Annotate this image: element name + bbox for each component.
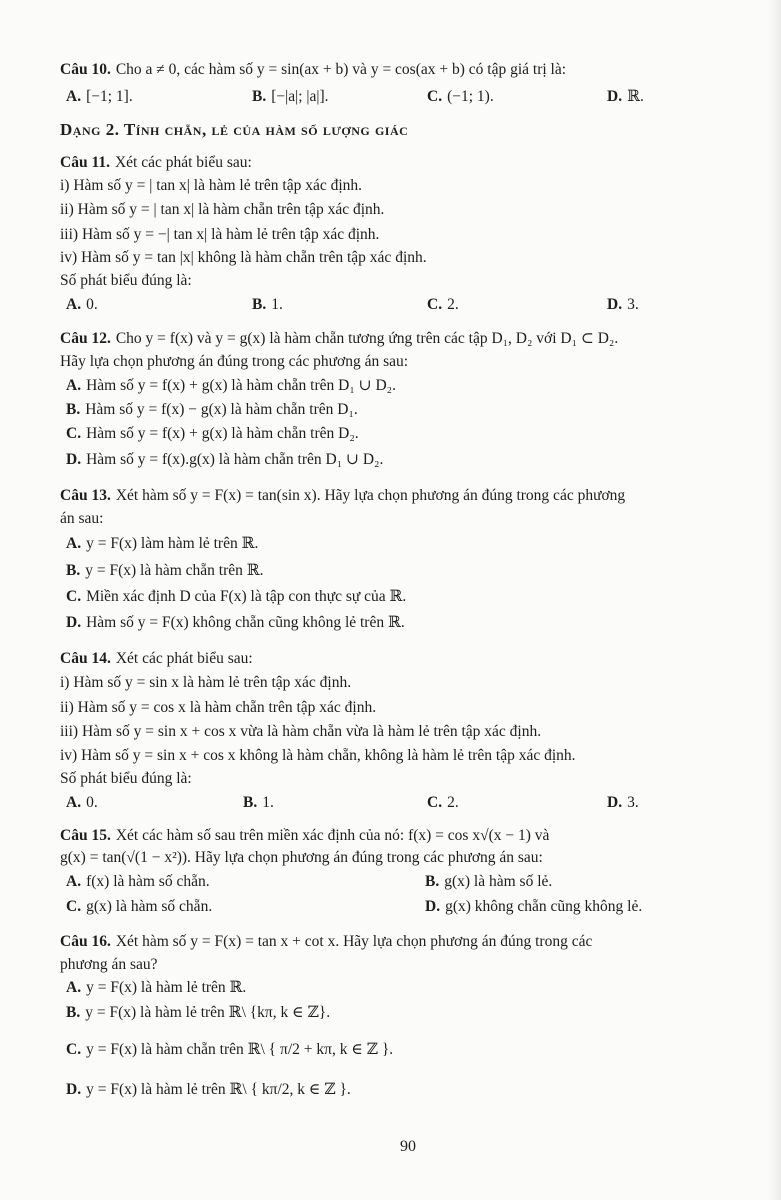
option-key: D. [607, 296, 623, 313]
question-text: g(x) = tan(√(1 − x²)). Hãy lựa chọn phương án đúng trong các phương án sau: [60, 849, 543, 866]
question-label: Câu 10. [60, 61, 111, 78]
question-text: Xét hàm số y = F(x) = tan x + cot x. Hãy lựa chọn phương án đúng trong các [115, 933, 593, 950]
option-text: Hàm số y = f(x) + g(x) là hàm chẵn trên D₁ ∪ D₂. [86, 377, 396, 394]
option-key: C. [427, 794, 443, 811]
question-label: Câu 13. [60, 487, 111, 504]
question-label: Câu 15. [60, 827, 111, 844]
option-key: A. [66, 88, 82, 105]
option-key: B. [243, 794, 258, 811]
question-label: Câu 14. [60, 650, 111, 667]
answer-option[interactable] [66, 1003, 330, 1023]
option-text: Hàm số y = F(x) không chẵn cũng không lẻ trên ℝ. [86, 614, 405, 631]
option-text: y = F(x) là hàm lẻ trên ℝ\ { kπ/2, k ∈ ℤ }. [86, 1081, 351, 1098]
option-text: 3. [627, 794, 639, 811]
question-stem-line [60, 848, 543, 868]
answer-option[interactable] [66, 87, 133, 107]
page-edge-shadow [767, 0, 781, 1200]
question-text: Xét các phát biểu sau: [115, 650, 253, 667]
question-stem-line [60, 698, 376, 718]
answer-option[interactable] [66, 424, 359, 444]
answer-option[interactable] [252, 295, 283, 315]
option-key: D. [66, 1081, 82, 1098]
option-key: C. [66, 425, 82, 442]
question-label: Câu 12. [60, 330, 111, 347]
option-text: y = F(x) làm hàm lẻ trên ℝ. [86, 535, 259, 552]
question-label: Câu 16. [60, 933, 111, 950]
option-key: B. [425, 873, 440, 890]
question-text: án sau: [60, 510, 104, 527]
option-text: Hàm số y = f(x).g(x) là hàm chẵn trên D₁ ∪ D₂. [86, 451, 384, 468]
answer-option[interactable] [252, 87, 329, 107]
answer-option[interactable] [66, 400, 358, 420]
option-key: C. [66, 588, 82, 605]
question-stem-line [60, 826, 549, 846]
answer-option[interactable] [66, 295, 98, 315]
option-text: y = F(x) là hàm lẻ trên ℝ\ {kπ, k ∈ ℤ}. [85, 1004, 331, 1021]
option-text: y = F(x) là hàm chẵn trên ℝ. [85, 562, 264, 579]
answer-option[interactable] [66, 587, 406, 607]
option-key: A. [66, 794, 82, 811]
option-key: A. [66, 377, 82, 394]
answer-option[interactable] [66, 450, 383, 470]
question-text: ii) Hàm số y = cos x là hàm chẵn trên tập xác định. [60, 699, 377, 716]
option-text: 3. [627, 296, 639, 313]
answer-option[interactable] [425, 897, 642, 917]
option-key: D. [607, 88, 623, 105]
option-text: 2. [447, 794, 459, 811]
option-text: g(x) là hàm số chẵn. [86, 898, 213, 915]
option-key: C. [66, 898, 82, 915]
question-stem-line [60, 769, 192, 789]
option-key: A. [66, 979, 82, 996]
option-text: y = F(x) là hàm chẵn trên ℝ\ { π/2 + kπ, k ∈ ℤ }. [86, 1041, 394, 1058]
answer-option[interactable] [66, 376, 396, 396]
question-stem-line [60, 200, 384, 220]
question-stem-line [60, 176, 362, 196]
section-heading: Dạng 2. Tính chẵn, lẻ của hàm số lượng giác [60, 120, 409, 139]
option-key: B. [66, 562, 81, 579]
answer-option[interactable] [427, 793, 459, 813]
option-key: B. [66, 401, 81, 418]
option-text: 0. [86, 296, 98, 313]
question-text: ii) Hàm số y = | tan x| là hàm chẵn trên tập xác định. [60, 201, 385, 218]
question-text: Số phát biểu đúng là: [60, 770, 192, 787]
question-stem-line [60, 649, 253, 669]
question-stem-line [60, 509, 103, 529]
question-text: Cho y = f(x) và y = g(x) là hàm chẵn tương ứng trên các tập D₁, D₂ với D₁ ⊂ D₂. [115, 330, 619, 347]
question-text: i) Hàm số y = sin x là hàm lẻ trên tập xác định. [60, 674, 352, 691]
option-text: y = F(x) là hàm lẻ trên ℝ. [86, 979, 247, 996]
option-key: A. [66, 296, 82, 313]
answer-option[interactable] [607, 87, 644, 107]
question-text: i) Hàm số y = | tan x| là hàm lẻ trên tập xác định. [60, 177, 363, 194]
option-text: (−1; 1). [447, 88, 494, 105]
option-text: 1. [271, 296, 283, 313]
option-text: 2. [447, 296, 459, 313]
question-label: Câu 11. [60, 154, 110, 171]
answer-option[interactable] [66, 561, 264, 581]
answer-option[interactable] [66, 613, 405, 633]
answer-option[interactable] [66, 1080, 351, 1100]
question-text: iii) Hàm số y = sin x + cos x vừa là hàm chẵn vừa là hàm lẻ trên tập xác định. [60, 723, 542, 740]
question-text: iii) Hàm số y = −| tan x| là hàm lẻ trên tập xác định. [60, 226, 380, 243]
question-text: Xét hàm số y = F(x) = tan(sin x). Hãy lựa chọn phương án đúng trong các phương [115, 487, 626, 504]
option-key: D. [66, 614, 82, 631]
question-stem-line [60, 225, 379, 245]
option-text: g(x) là hàm số lẻ. [444, 873, 553, 890]
option-text: [−1; 1]. [86, 88, 133, 105]
question-text: Số phát biểu đúng là: [60, 272, 192, 289]
option-key: D. [607, 794, 623, 811]
question-text: iv) Hàm số y = sin x + cos x không là hàm chẵn, không là hàm lẻ trên tập xác định. [60, 747, 576, 764]
option-key: A. [66, 873, 82, 890]
option-text: f(x) là hàm số chẵn. [86, 873, 210, 890]
page-number: 90 [400, 1138, 416, 1155]
option-key: B. [252, 88, 267, 105]
question-stem-line [60, 60, 566, 80]
question-stem-line [60, 329, 618, 349]
option-text: [−|a|; |a|]. [271, 88, 329, 105]
question-stem-line [60, 722, 541, 742]
option-key: A. [66, 535, 82, 552]
answer-option[interactable] [66, 978, 246, 998]
question-stem-line [60, 352, 408, 372]
option-text: ℝ. [627, 88, 644, 105]
question-stem-line [60, 486, 625, 506]
question-stem-line [60, 153, 252, 173]
answer-option[interactable] [66, 872, 210, 892]
option-key: B. [252, 296, 267, 313]
question-stem-line [60, 955, 158, 975]
option-key: C. [427, 88, 443, 105]
option-text: 0. [86, 794, 98, 811]
answer-option[interactable] [607, 793, 639, 813]
answer-option[interactable] [66, 793, 98, 813]
question-text: Cho a ≠ 0, các hàm số y = sin(ax + b) và y = cos(ax + b) có tập giá trị là: [115, 61, 567, 78]
answer-option[interactable] [427, 295, 459, 315]
option-key: C. [427, 296, 443, 313]
option-text: 1. [262, 794, 274, 811]
question-text: Xét các phát biểu sau: [114, 154, 252, 171]
question-text: phương án sau? [60, 956, 158, 973]
question-text: Xét các hàm số sau trên miền xác định của nó: f(x) = cos x√(x − 1) và [115, 827, 550, 844]
question-text: Hãy lựa chọn phương án đúng trong các phương án sau: [60, 353, 409, 370]
answer-option[interactable] [66, 897, 212, 917]
answer-option[interactable] [66, 534, 258, 554]
option-text: Miền xác định D của F(x) là tập con thực sự của ℝ. [86, 588, 407, 605]
question-stem-line [60, 746, 576, 766]
option-key: D. [66, 451, 82, 468]
option-key: C. [66, 1041, 82, 1058]
question-stem-line [60, 932, 592, 952]
question-stem-line [60, 673, 351, 693]
answer-option[interactable] [243, 793, 274, 813]
answer-option[interactable] [66, 1040, 393, 1060]
option-text: Hàm số y = f(x) − g(x) là hàm chẵn trên D₁. [85, 401, 358, 418]
question-stem-line [60, 271, 192, 291]
option-text: g(x) không chẵn cũng không lẻ. [445, 898, 643, 915]
option-text: Hàm số y = f(x) + g(x) là hàm chẵn trên D₂. [86, 425, 359, 442]
answer-option[interactable] [425, 872, 552, 892]
answer-option[interactable] [607, 295, 639, 315]
option-key: D. [425, 898, 441, 915]
question-stem-line [60, 248, 427, 268]
answer-option[interactable] [427, 87, 494, 107]
option-key: B. [66, 1004, 81, 1021]
question-text: iv) Hàm số y = tan |x| không là hàm chẵn trên tập xác định. [60, 249, 427, 266]
